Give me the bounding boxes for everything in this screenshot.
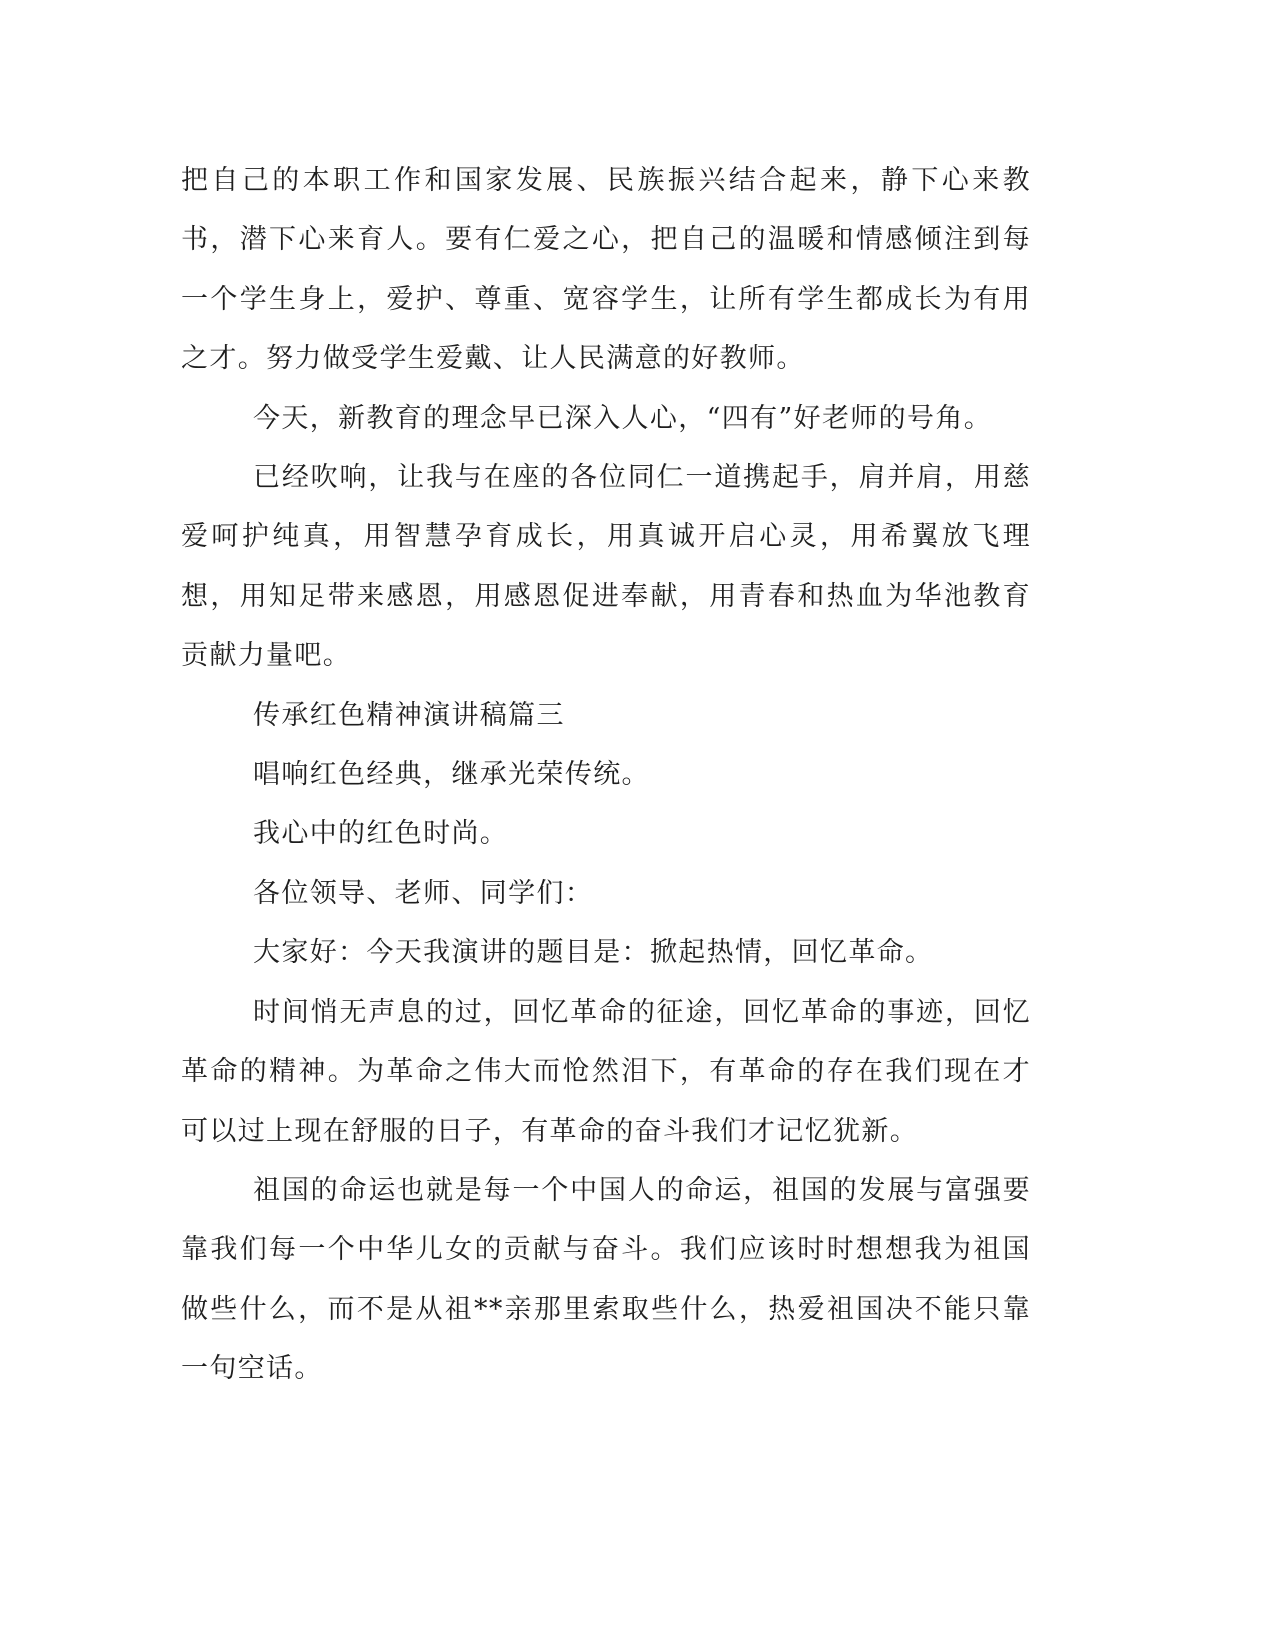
paragraph-10: 祖国的命运也就是每一个中国人的命运，祖国的发展与富强要靠我们每一个中华儿女的贡献与奋斗。我们应该时时想想我为祖国做些什么，而不是从祖**亲那里索取些什么，热爱祖国决不能只靠一句空话。 bbox=[181, 1174, 1031, 1385]
section-heading: 传承红色精神演讲稿篇三 bbox=[253, 699, 565, 731]
paragraph-1: 把自己的本职工作和国家发展、民族振兴结合起来，静下心来教书，潜下心来育人。要有仁爱之心，把自己的温暖和情感倾注到每一个学生身上，爱护、尊重、宽容学生，让所有学生都成长为有用之才。努力做受学生爱戴、让人民满意的好教师。 bbox=[181, 165, 1031, 375]
paragraph-3: 已经吹响，让我与在座的各位同仁一道携起手，肩并肩，用慈爱呵护纯真，用智慧孕育成长，用真诚开启心灵，用希翼放飞理想，用知足带来感恩，用感恩促进奉献，用青春和热血为华池教育贡献力量吧。 bbox=[181, 462, 1031, 672]
salutation: 各位领导、老师、同学们： bbox=[253, 877, 594, 909]
paragraph-5: 唱响红色经典，继承光荣传统。 bbox=[253, 759, 650, 791]
document-body bbox=[181, 151, 1031, 1399]
paragraph-2: 今天，新教育的理念早已深入人心，“四有”好老师的号角。 bbox=[253, 402, 993, 434]
paragraph-6: 我心中的红色时尚。 bbox=[253, 818, 509, 850]
greeting: 大家好：今天我演讲的题目是：掀起热情，回忆革命。 bbox=[253, 937, 934, 969]
paragraph-9: 时间悄无声息的过，回忆革命的征途，回忆革命的事迹，回忆革命的精神。为革命之伟大而怆然泪下，有革命的存在我们现在才可以过上现在舒服的日子，有革命的奋斗我们才记忆犹新。 bbox=[181, 996, 1031, 1147]
